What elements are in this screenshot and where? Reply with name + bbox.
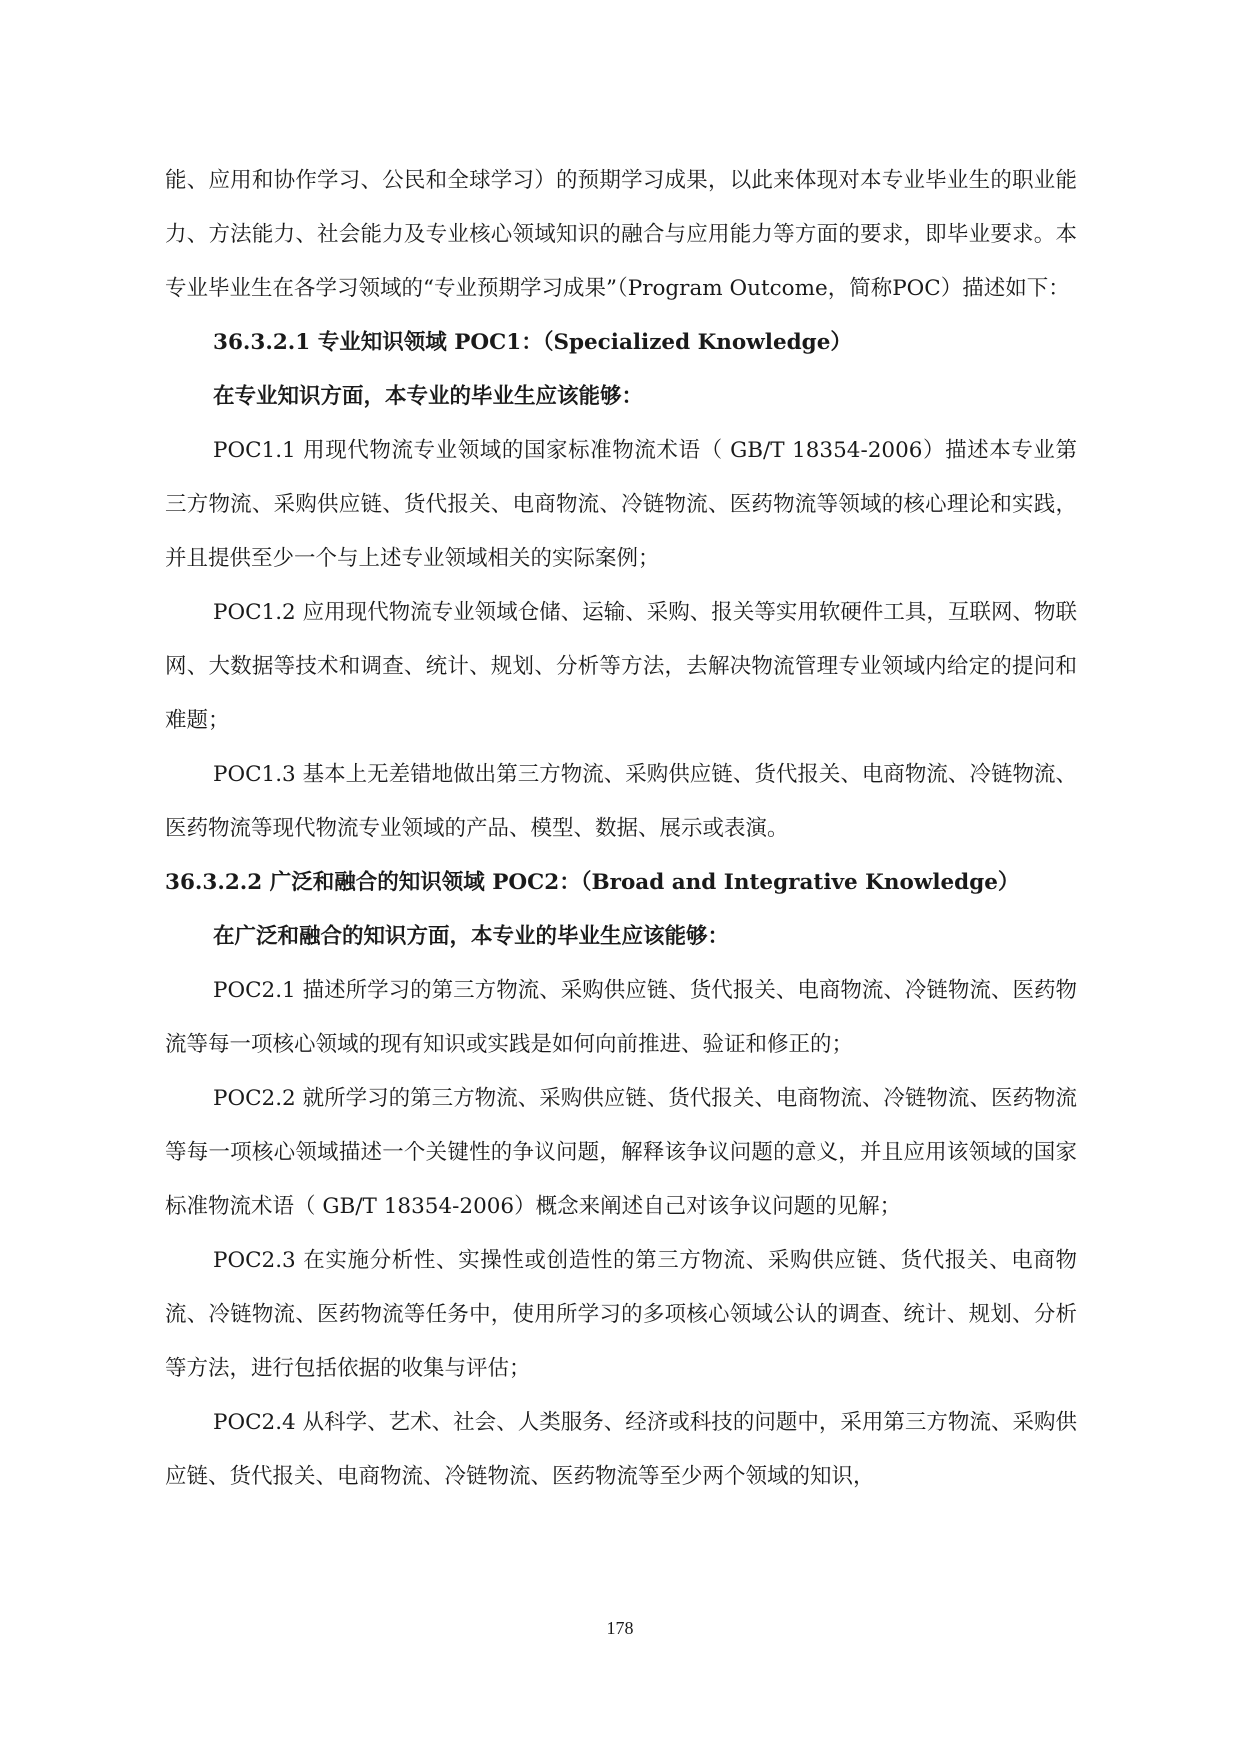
page-number: 178 <box>606 1618 634 1638</box>
poc2-4-item: POC2.4 从科学、艺术、社会、人类服务、经济或科技的问题中，采用第三方物流、采购供应链、货代报关、电商物流、冷链物流、医药物流等至少两个领域的知识， <box>165 1410 1077 1489</box>
poc2-1-item: POC2.1 描述所学习的第三方物流、采购供应链、货代报关、电商物流、冷链物流、医药物流等每一项核心领域的现有知识或实践是如何向前推进、验证和修正的； <box>165 978 1077 1057</box>
poc2-3-item: POC2.3 在实施分析性、实操性或创造性的第三方物流、采购供应链、货代报关、电商物流、冷链物流、医药物流等任务中，使用所学习的多项核心领域公认的调查、统计、规划、分析等方法，进行包括依据的收集与评估； <box>165 1248 1077 1381</box>
poc1-3-item: POC1.3 基本上无差错地做出第三方物流、采购供应链、货代报关、电商物流、冷链物流、医药物流等现代物流专业领域的产品、模型、数据、展示或表演。 <box>165 762 1077 841</box>
poc2-lead: 在广泛和融合的知识方面，本专业的毕业生应该能够： <box>213 924 730 949</box>
intro-paragraph: 能、应用和协作学习、公民和全球学习）的预期学习成果，以此来体现对本专业毕业生的职业能力、方法能力、社会能力及专业核心领域知识的融合与应用能力等方面的要求，即毕业要求。本专业毕业生在各学习领域的“专业预期学习成果”（Program Outcome，简称POC）描述如下： <box>165 168 1077 301</box>
section-heading-poc2: 36.3.2.2 广泛和融合的知识领域 POC2：（Broad and Integrative Knowledge） <box>165 870 1020 895</box>
poc2-2-item: POC2.2 就所学习的第三方物流、采购供应链、货代报关、电商物流、冷链物流、医药物流等每一项核心领域描述一个关键性的争议问题，解释该争议问题的意义，并且应用该领域的国家标准物流术语（ GB/T 18354-2006）概念来阐述自己对该争议问题的见解； <box>165 1086 1077 1219</box>
poc1-2-item: POC1.2 应用现代物流专业领域仓储、运输、采购、报关等实用软硬件工具，互联网、物联网、大数据等技术和调查、统计、规划、分析等方法，去解决物流管理专业领域内给定的提问和难题； <box>165 600 1077 733</box>
section-heading-poc1: 36.3.2.1 专业知识领域 POC1：（Specialized Knowledge） <box>213 330 852 355</box>
page-body <box>165 154 1077 1504</box>
poc1-1-item: POC1.1 用现代物流专业领域的国家标准物流术语（ GB/T 18354-2006）描述本专业第三方物流、采购供应链、货代报关、电商物流、冷链物流、医药物流等领域的核心理论和实践，并且提供至少一个与上述专业领域相关的实际案例； <box>165 438 1077 571</box>
poc1-lead: 在专业知识方面，本专业的毕业生应该能够： <box>213 384 644 409</box>
